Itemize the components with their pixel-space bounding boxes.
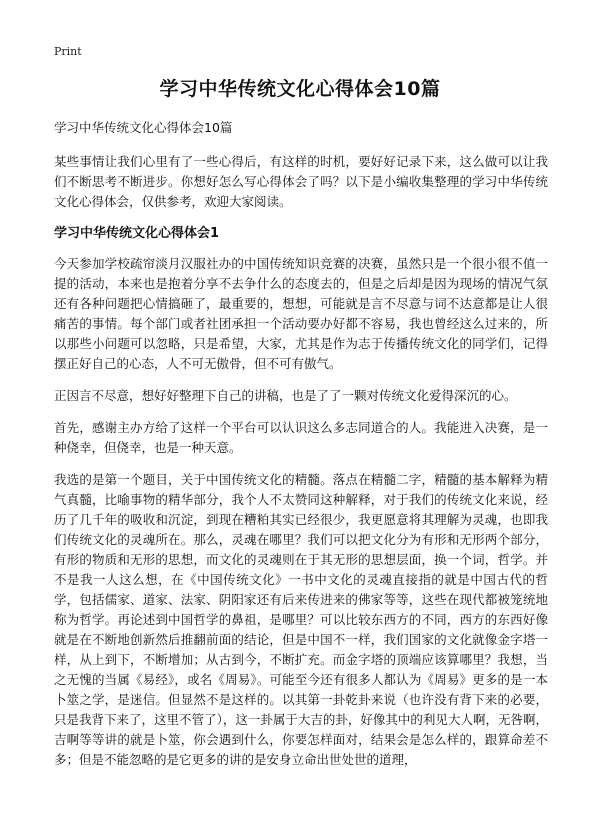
- article-subtitle: 学习中华传统文化心得体会10篇: [54, 120, 233, 135]
- section-heading: 学习中华传统文化心得体会1: [54, 226, 220, 241]
- intro-paragraph: 某些事情让我们心里有了一些心得后，有这样的时机，要好好记录下来，这么做可以让我们不断思考不断进步。你想好怎么写心得体会了吗？以下是小编收集整理的学习中华传统文化心得体会，仅供参考，欢迎大家阅读。: [54, 154, 548, 209]
- body-paragraph: 今天参加学校疏帘淡月汉服社办的中国传统知识竞赛的决赛，虽然只是一个很小很不值一提的活动，本来也是抱着分享不去争什么的态度去的，但是之后却是因为现场的情况气氛还有各种问题把心情搞砸了，最重要的，想想，可能就是言不尽意与词不达意都是让人很痛苦的事情。每个部门或者社团承担一个活动要办好都不容易，我也曾经这么过来的，所以那些小问题可以忽略，只是希望，大家，尤其是作为志于传播传统文化的同学们，记得摆正好自己的心态，人不可无傲骨，但不可有傲气。: [54, 256, 548, 371]
- article-body: [54, 118, 548, 782]
- body-paragraph: 我选的是第一个题目，关于中国传统文化的精髓。落点在精髓二字，精髓的基本解释为精气真髓，比喻事物的精华部分，我个人不太赞同这种解释，对于我们的传统文化来说，经历了几千年的吸收和沉淀，到现在糟粕其实已经很少，我更愿意将其理解为灵魂，也即我们传统文化的灵魂所在。那么，灵魂在哪里？我们可以把文化分为有形和无形两个部分，有形的物质和无形的思想，而文化的灵魂则在于其无形的思想层面，换一个词，哲学。并不是我一人这么想，在《中国传统文化》一书中文化的灵魂直接指的就是中国古代的哲学，包括儒家、道家、法家、阴阳家还有后来传进来的佛家等等，这些在现代都被笼统地称为哲学。再论述到中国哲学的鼻祖，是哪里？可以比较东西方的不同，西方的东西好像就是在不断地创新然后推翻前面的结论，但是中国不一样，我们国家的文化就像金字塔一样，从上到下，不断增加；从古到今，不断扩充。而金字塔的顶端应该算哪里？我想，当之无愧的当属《易经》，或名《周易》。可能至今还有很多人都认为《周易》更多的是一本卜筮之学，是迷信。但显然不是这样的。以其第一卦乾卦来说（也许没有背下来的必要，只是我背下来了，这里不管了），这一卦属于大吉的卦，好像其中的利见大人啊，无咎啊，吉啊等等讲的就是卜筮，你会遇到什么，你要怎样面对，结果会是怎么样的，跟算命差不多；但是不能忽略的是它更多的讲的是安身立命出世处世的道理，: [54, 472, 548, 767]
- page-title: 学习中华传统文化心得体会10篇: [159, 78, 441, 100]
- print-link[interactable]: Print: [54, 45, 82, 58]
- body-paragraph: 首先，感谢主办方给了这样一个平台可以认识这么多志同道合的人。我能进入决赛，是一种侥幸，但侥幸，也是一种天意。: [54, 420, 548, 455]
- body-paragraph: 正因言不尽意，想好好整理下自己的讲稿，也是了了一颗对传统文化爱得深沉的心。: [54, 388, 517, 403]
